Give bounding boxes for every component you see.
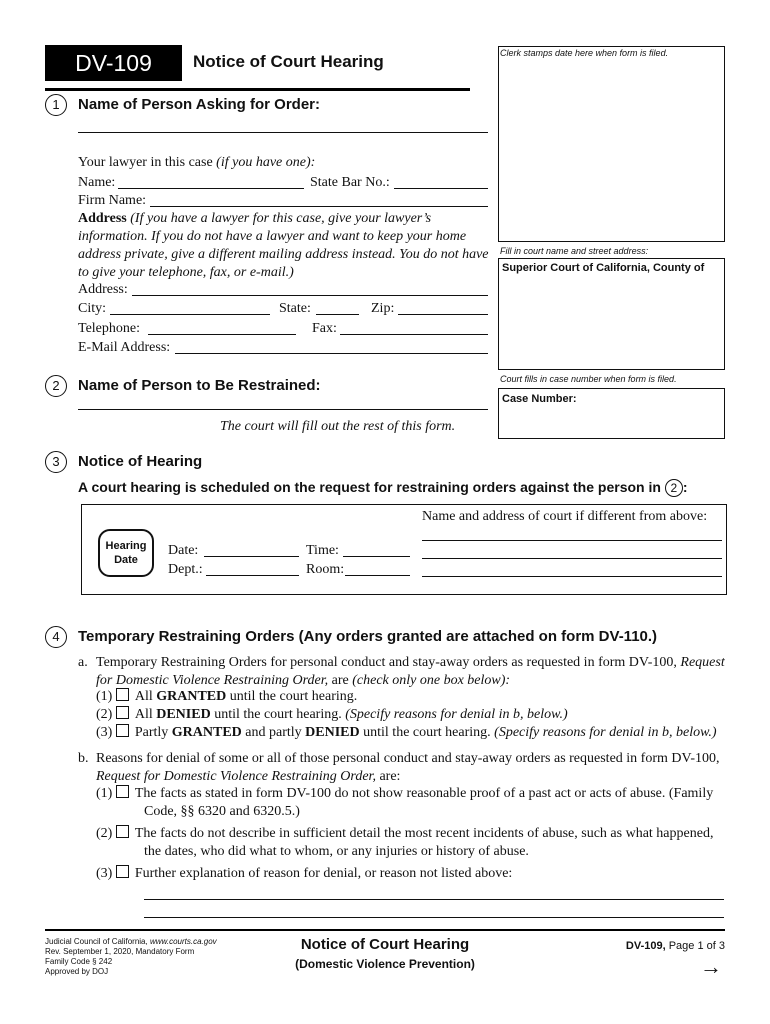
lawyer-name-field[interactable]	[118, 188, 304, 189]
item-a-label: a.	[78, 655, 88, 670]
item-a-text: Temporary Restraining Orders for personal conduct and stay-away orders as requested in form DV-100, Request for Domestic Violence Restraining Order, are (check only one box below):	[96, 655, 725, 688]
alt-court-field-2[interactable]	[422, 558, 722, 559]
hearing-date-field[interactable]	[204, 556, 299, 557]
requester-name-field[interactable]	[78, 132, 488, 133]
header-rule	[45, 88, 470, 91]
hearing-time-field[interactable]	[343, 556, 410, 557]
fax-label: Fax:	[312, 321, 337, 336]
zip-field[interactable]	[398, 314, 488, 315]
item-b-text: Reasons for denial of some or all of those personal conduct and stay-away orders as requested in form DV-100, Request for Domestic Violence Restraining Order, are:	[96, 751, 720, 784]
lawyer-name-label: Name:	[78, 175, 116, 190]
section-2-number: 2	[45, 375, 67, 397]
restrained-name-field[interactable]	[78, 409, 488, 410]
section-3-subtitle: A court hearing is scheduled on the request for restraining orders against the person in 2 :	[78, 479, 688, 495]
zip-label: Zip:	[371, 301, 395, 316]
firm-name-field[interactable]	[150, 206, 488, 207]
fax-field[interactable]	[340, 334, 488, 335]
footer-title: Notice of Court Hearing	[300, 936, 470, 953]
court-name-note: Fill in court name and street address:	[500, 246, 649, 256]
court-fill-note: The court will fill out the rest of this form.	[220, 419, 456, 434]
form-id-badge: DV-109	[45, 45, 182, 81]
city-label: City:	[78, 301, 107, 316]
person-2-reference: 2	[665, 479, 683, 497]
option-all-denied: (2) All DENIED until the court hearing. (Specify reasons for denial in b, below.)	[96, 707, 568, 722]
telephone-field[interactable]	[148, 334, 296, 335]
footer-rule	[45, 929, 725, 931]
section-4-title: Temporary Restraining Orders (Any orders granted are attached on form DV-110.)	[78, 628, 658, 645]
hearing-room-field[interactable]	[345, 575, 410, 576]
footer-page-info: DV-109, Page 1 of 3	[625, 940, 725, 952]
next-page-arrow-icon: →	[700, 954, 722, 979]
address-field[interactable]	[132, 295, 488, 296]
hearing-room-label: Room:	[306, 562, 345, 577]
section-4-number: 4	[45, 626, 67, 648]
email-label: E-Mail Address:	[78, 340, 171, 355]
section-1-title: Name of Person Asking for Order:	[78, 96, 320, 113]
footer-subtitle: (Domestic Violence Prevention)	[295, 957, 475, 971]
city-field[interactable]	[110, 314, 270, 315]
court-name-box[interactable]	[498, 258, 725, 370]
lawyer-intro: Your lawyer in this case (if you have one):	[78, 155, 316, 170]
clerk-stamp-box	[498, 46, 725, 242]
reason-1-checkbox[interactable]	[116, 785, 129, 798]
option-all-granted: (1) All GRANTED until the court hearing.	[96, 689, 358, 704]
email-field[interactable]	[175, 353, 488, 354]
case-number-note: Court fills in case number when form is filed.	[500, 374, 677, 384]
section-3-title: Notice of Hearing	[78, 453, 203, 470]
state-label: State:	[279, 301, 311, 316]
reason-3: (3) Further explanation of reason for denial, or reason not listed above:	[96, 866, 513, 881]
address-instructions: Address (If you have a lawyer for this case, give your lawyer’s information. If you do not have a lawyer and want to keep your home address private, give a different mailing address instead. You do not have to give your telephone, fax, or e-mail.)	[78, 211, 489, 280]
clerk-stamp-note: Clerk stamps date here when form is filed.	[500, 48, 669, 58]
alt-court-field-1[interactable]	[422, 540, 722, 541]
reason-1: (1) The facts as stated in form DV-100 do not show reasonable proof of a past act or acts of abuse. (Family Code, §§ 6320 and 6320.5.)	[96, 786, 714, 819]
reason-3-field-1[interactable]	[144, 899, 724, 900]
hearing-date-label: Date:	[168, 543, 199, 558]
state-bar-label: State Bar No.:	[310, 175, 390, 190]
hearing-date-badge: Hearing Date	[98, 529, 154, 577]
hearing-dept-field[interactable]	[206, 575, 299, 576]
hearing-time-label: Time:	[306, 543, 339, 558]
reason-3-checkbox[interactable]	[116, 865, 129, 878]
reason-2-checkbox[interactable]	[116, 825, 129, 838]
state-bar-field[interactable]	[394, 188, 488, 189]
section-3-number: 3	[45, 451, 67, 473]
partly-granted-checkbox[interactable]	[116, 724, 129, 737]
state-field[interactable]	[316, 314, 359, 315]
item-b-label: b.	[78, 751, 89, 766]
hearing-dept-label: Dept.:	[168, 562, 203, 577]
form-title: Notice of Court Hearing	[193, 52, 384, 71]
section-2-title: Name of Person to Be Restrained:	[78, 377, 321, 394]
courts-link[interactable]: www.courts.ca.gov	[149, 937, 217, 946]
all-denied-checkbox[interactable]	[116, 706, 129, 719]
option-partly-granted: (3) Partly GRANTED and partly DENIED until the court hearing. (Specify reasons for denial in b, below.)	[96, 725, 717, 740]
footer-meta: Judicial Council of California, www.courts.ca.gov Rev. September 1, 2020, Mandatory Form Family Code § 242 Approved by DOJ	[45, 937, 217, 976]
address-label: Address:	[78, 282, 128, 297]
court-name-label: Superior Court of California, County of	[502, 262, 705, 274]
firm-name-label: Firm Name:	[78, 193, 147, 208]
reason-3-field-2[interactable]	[144, 917, 724, 918]
alt-court-field-3[interactable]	[422, 576, 722, 577]
section-1-number: 1	[45, 94, 67, 116]
alt-court-label: Name and address of court if different from above:	[422, 509, 708, 524]
all-granted-checkbox[interactable]	[116, 688, 129, 701]
case-number-label: Case Number:	[502, 393, 577, 405]
reason-2: (2) The facts do not describe in sufficient detail the most recent incidents of abuse, such as what happened, the dates, who did what to whom, or any injuries or history of abuse.	[96, 826, 714, 859]
telephone-label: Telephone:	[78, 321, 140, 336]
